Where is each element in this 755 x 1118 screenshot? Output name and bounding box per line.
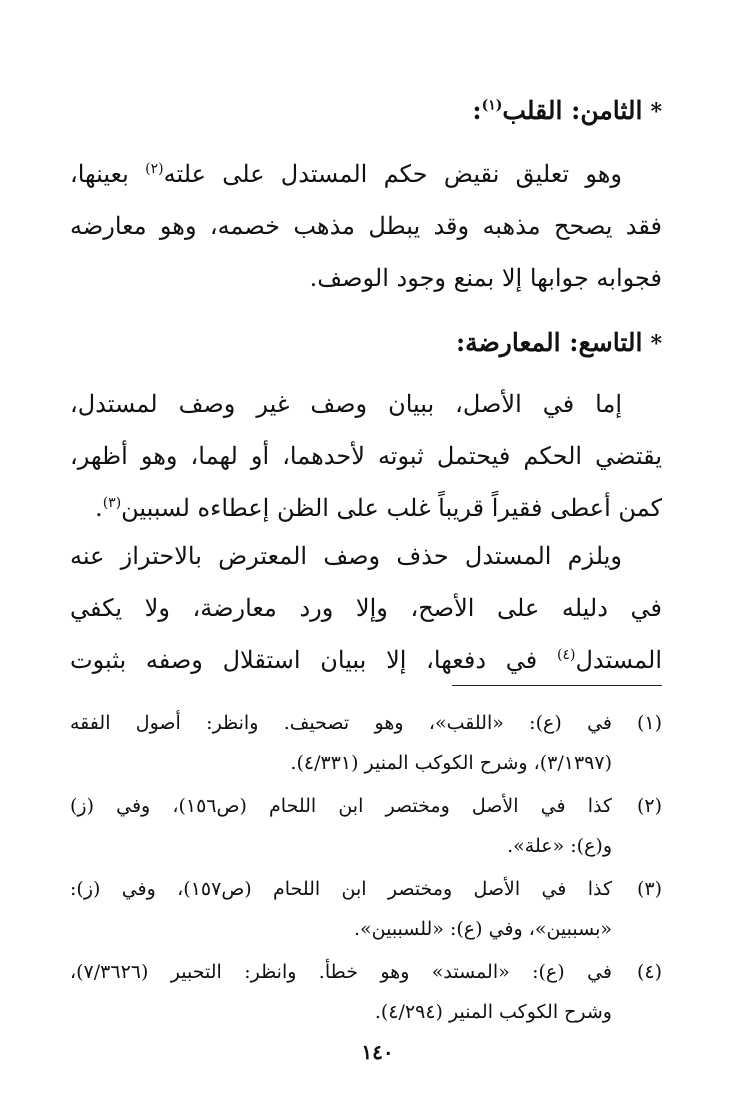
footnote-line: وشرح الكوكب المنير (٤/٢٩٤). bbox=[374, 1001, 612, 1023]
footnote-number: (٢) bbox=[636, 795, 662, 817]
footnote-line: في (ع): «المستد» وهو خطأ. وانظر: التحبير (٧/٣٦٢٦)، bbox=[70, 961, 612, 983]
text-line: ويلزم المستدل حذف وصف المعترض بالاحتراز عنه bbox=[70, 542, 622, 570]
paragraph-qalb bbox=[70, 148, 662, 304]
asterisk-marker: * bbox=[650, 99, 662, 125]
footnote-line: (٣/١٣٩٧)، وشرح الكوكب المنير (٤/٣٣١). bbox=[290, 752, 612, 774]
section-heading-eighth bbox=[472, 93, 662, 130]
asterisk-marker: * bbox=[650, 331, 662, 357]
text-line: فقد يصحح مذهبه وقد يبطل مذهب خصمه، وهو معارضه bbox=[70, 212, 662, 240]
heading-title: التاسع: المعارضة: bbox=[455, 328, 643, 357]
footnote-separator bbox=[452, 685, 662, 686]
footnote-ref: (٤) bbox=[556, 647, 576, 663]
text-line: المستدل$^{(٤)}$ في دفعها، إلا ببيان استقلال وصفه بثبوت bbox=[70, 646, 662, 674]
heading-colon: : bbox=[472, 96, 482, 125]
footnote-line: «بسببين»، وفي (ع): «للسببين». bbox=[353, 918, 612, 940]
paragraph-muarada-2 bbox=[70, 530, 662, 686]
footnote-ref: (٣) bbox=[102, 495, 122, 511]
text-line: فجوابه جوابها إلا بمنع وجود الوصف. bbox=[309, 264, 662, 292]
paragraph-muarada-1 bbox=[70, 378, 662, 534]
footnote-line: كذا في الأصل ومختصر ابن اللحام (ص١٥٦)، وفي (ز) bbox=[70, 795, 612, 817]
footnotes bbox=[70, 703, 662, 1035]
text-line: يقتضي الحكم فيحتمل ثبوته لأحدهما، أو لهما، وهو أظهر، bbox=[70, 442, 662, 470]
footnote-ref: (٢) bbox=[145, 161, 164, 177]
text-line: وهو تعليق نقيض حكم المستدل على علته$^{(٢)}$ بعينها، bbox=[70, 160, 623, 188]
text-line: في دليله على الأصح، وإلا ورد معارضة، ولا يكفي bbox=[70, 594, 662, 622]
heading-title: الثامن: القلب bbox=[502, 96, 643, 125]
footnote-ref: (١) bbox=[481, 97, 503, 114]
footnote-1 bbox=[70, 703, 662, 783]
section-heading-ninth bbox=[456, 325, 662, 362]
footnote-line: و(ع): «علة». bbox=[507, 835, 612, 857]
footnote-line: في (ع): «اللقب»، وهو تصحيف. وانظر: أصول الفقه bbox=[70, 712, 612, 734]
footnote-number: (١) bbox=[636, 712, 662, 734]
footnote-number: (٣) bbox=[636, 878, 662, 900]
page-number: ١٤٠ bbox=[361, 1040, 394, 1064]
footnote-2 bbox=[70, 786, 662, 866]
footnote-3 bbox=[70, 869, 662, 949]
footnote-4 bbox=[70, 952, 662, 1032]
text-line: إما في الأصل، ببيان وصف غير وصف لمستدل، bbox=[70, 390, 622, 418]
text-line: كمن أعطى فقيراً قريباً غلب على الظن إعطاءه لسببين$^{(٣)}$. bbox=[95, 494, 662, 522]
footnote-number: (٤) bbox=[636, 961, 662, 983]
footnote-line: كذا في الأصل ومختصر ابن اللحام (ص١٥٧)، وفي (ز): bbox=[70, 878, 612, 900]
